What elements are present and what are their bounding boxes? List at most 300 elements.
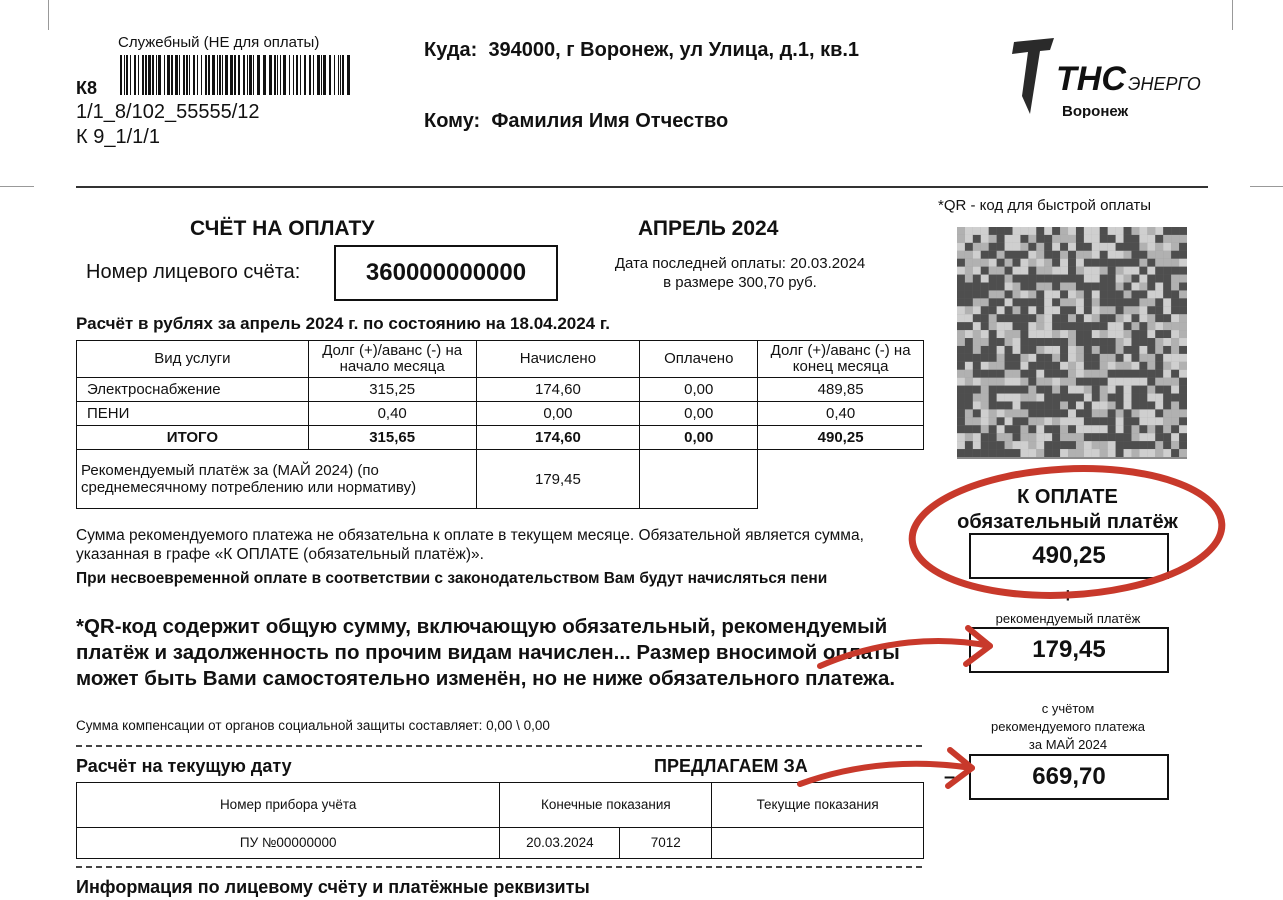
qr-module [1044,354,1052,362]
qr-module [1116,394,1124,402]
qr-module [1147,283,1155,291]
qr-module [1108,425,1116,433]
barcode-bar [130,55,131,95]
qr-module [973,267,981,275]
qr-code-note: *QR-код содержит общую сумму, включающую обязательный, рекомендуемый платёж и задолженность по прочим видам начислен... Размер вносимой оплаты может быть Вами самостоятельно изменён, но не ниже обязательного платежа. [76,615,900,690]
qr-module [1116,401,1124,409]
qr-module [1139,251,1147,259]
qr-module [1139,243,1147,251]
qr-module [1092,275,1100,283]
qr-module [1124,267,1132,275]
qr-module [1100,417,1108,425]
qr-module [1139,235,1147,243]
qr-module [1013,251,1021,259]
qr-module [1100,346,1108,354]
qr-module [1028,283,1036,291]
qr-module [1020,394,1028,402]
cell-reading-date: 20.03.2024 [500,828,620,859]
barcode-bar [120,55,122,95]
qr-module [1092,306,1100,314]
qr-module [1116,290,1124,298]
cell-debt-end: 489,85 [758,378,924,402]
qr-module [1171,378,1179,386]
qr-module [965,298,973,306]
qr-module [989,283,997,291]
qr-module [1084,370,1092,378]
qr-module [1108,394,1116,402]
qr-module [1171,370,1179,378]
barcode-bar [148,55,151,95]
qr-module [989,275,997,283]
qr-module [1179,433,1187,441]
qr-module [1068,298,1076,306]
qr-module [1124,330,1132,338]
qr-module [957,314,965,322]
qr-module [957,409,965,417]
qr-module [1013,378,1021,386]
qr-module [981,235,989,243]
qr-module [1163,441,1171,449]
qr-module [1163,235,1171,243]
qr-module [973,306,981,314]
qr-module [1155,409,1163,417]
qr-module [1013,386,1021,394]
qr-module [1131,251,1139,259]
qr-module [1092,227,1100,235]
qr-module [1044,338,1052,346]
qr-module [1052,449,1060,457]
qr-module [1092,441,1100,449]
qr-module [1124,441,1132,449]
qr-module [1005,401,1013,409]
qr-module [1131,243,1139,251]
qr-module [1092,338,1100,346]
qr-module [965,251,973,259]
qr-module [1020,409,1028,417]
header-divider [76,186,1208,188]
qr-module [1020,433,1028,441]
qr-module [1060,409,1068,417]
qr-module [1068,275,1076,283]
qr-module [1163,290,1171,298]
qr-module [1013,235,1021,243]
qr-module [1044,330,1052,338]
qr-module [1100,235,1108,243]
col-header-final-readings: Конечные показания [500,783,712,828]
qr-module [1020,314,1028,322]
qr-module [1131,401,1139,409]
qr-module [1028,259,1036,267]
qr-module [981,362,989,370]
qr-module [1147,401,1155,409]
qr-module [1163,275,1171,283]
qr-module [997,354,1005,362]
qr-module [957,227,965,235]
qr-module [1124,306,1132,314]
qr-module [973,290,981,298]
barcode-bar [124,55,125,95]
barcode [120,55,352,95]
qr-module [1131,314,1139,322]
table-row [77,828,924,859]
cell-debt-start: 315,25 [308,378,476,402]
qr-module [1124,386,1132,394]
barcode-bar [289,55,290,95]
qr-module [1155,290,1163,298]
cell-total-paid: 0,00 [640,426,758,450]
qr-module [1076,330,1084,338]
qr-module [1036,409,1044,417]
qr-module [997,275,1005,283]
qr-module [1028,346,1036,354]
qr-module [1131,338,1139,346]
qr-module [1100,378,1108,386]
qr-module [1036,290,1044,298]
qr-module [997,338,1005,346]
qr-module [1179,314,1187,322]
barcode-bar [189,55,190,95]
qr-module [1076,235,1084,243]
qr-module [981,386,989,394]
qr-module [1163,306,1171,314]
qr-module [1171,322,1179,330]
qr-module [1171,441,1179,449]
qr-module [1044,386,1052,394]
qr-module [1147,306,1155,314]
qr-module [1052,314,1060,322]
qr-module [973,362,981,370]
qr-module [1092,235,1100,243]
qr-module [1163,433,1171,441]
cell-debt-start: 0,40 [308,402,476,426]
cell-total-charged: 174,60 [476,426,640,450]
qr-module [965,378,973,386]
qr-module [1100,251,1108,259]
qr-module [989,441,997,449]
qr-module [1013,394,1021,402]
qr-module [1100,330,1108,338]
qr-module [1044,417,1052,425]
barcode-bar [338,55,339,95]
barcode-bar [217,55,218,95]
qr-module [1100,409,1108,417]
qr-module [1131,409,1139,417]
barcode-bar [234,55,236,95]
qr-module [1005,259,1013,267]
qr-module [1092,433,1100,441]
recommended-payment-value: 179,45 [476,450,640,509]
barcode-bar [249,55,252,95]
amount-due-title-line2: обязательный платёж [957,511,1178,533]
qr-module [1147,346,1155,354]
qr-module [1155,267,1163,275]
qr-module [1076,378,1084,386]
qr-module [1171,354,1179,362]
qr-module [1171,235,1179,243]
qr-module [1124,338,1132,346]
qr-module [973,259,981,267]
qr-module [1005,322,1013,330]
qr-module [1155,417,1163,425]
qr-module [1147,298,1155,306]
qr-module [1068,449,1076,457]
qr-module [1036,433,1044,441]
recommended-payment-note: Сумма рекомендуемого платежа не обязательна к оплате в текущем месяце. Обязательной является сумма, указанная в графе «К ОПЛАТЕ (обязательный платёж)». [76,527,864,563]
qr-module [1163,354,1171,362]
qr-module [1147,235,1155,243]
qr-module [1013,441,1021,449]
qr-module [1131,290,1139,298]
qr-module [1036,362,1044,370]
barcode-bar [186,55,188,95]
qr-module [1155,298,1163,306]
qr-module [1052,251,1060,259]
qr-module [1028,386,1036,394]
qr-module [965,314,973,322]
qr-module [1084,346,1092,354]
qr-module [957,449,965,457]
barcode-bar [247,55,248,95]
qr-module [1179,227,1187,235]
qr-module [1092,378,1100,386]
qr-module [1076,417,1084,425]
qr-module [981,346,989,354]
qr-module [1139,401,1147,409]
qr-module [1155,275,1163,283]
qr-module [981,243,989,251]
invoice-period: АПРЕЛЬ 2024 [638,217,779,240]
qr-module [1163,243,1171,251]
qr-module [1052,330,1060,338]
qr-module [1179,298,1187,306]
qr-module [973,378,981,386]
qr-module [965,346,973,354]
qr-module [1171,417,1179,425]
qr-module [1100,401,1108,409]
qr-module [1163,227,1171,235]
qr-module [1036,370,1044,378]
qr-module [1108,401,1116,409]
qr-module [1116,425,1124,433]
qr-module [965,275,973,283]
qr-module [981,306,989,314]
qr-module [1131,259,1139,267]
qr-module [1028,362,1036,370]
barcode-bar [269,55,272,95]
qr-module [1116,433,1124,441]
qr-module [1147,449,1155,457]
charges-table [76,340,924,509]
cell-charged: 174,60 [476,378,640,402]
qr-module [1020,298,1028,306]
qr-module [1179,283,1187,291]
qr-module [989,243,997,251]
cell-paid: 0,00 [640,402,758,426]
qr-module [1084,290,1092,298]
qr-module [1139,338,1147,346]
qr-module [1036,322,1044,330]
qr-module [1108,433,1116,441]
barcode-bar [296,55,298,95]
qr-module [1028,235,1036,243]
qr-module [981,370,989,378]
qr-module [973,251,981,259]
qr-module [965,243,973,251]
qr-module [997,330,1005,338]
qr-module [1028,409,1036,417]
qr-module [1092,322,1100,330]
qr-module [1116,283,1124,291]
qr-module [1076,338,1084,346]
qr-module [1179,441,1187,449]
qr-module [1044,298,1052,306]
qr-module [1131,354,1139,362]
qr-module [1068,314,1076,322]
qr-module [1052,227,1060,235]
qr-module [1068,346,1076,354]
qr-module [981,409,989,417]
calculation-heading: Расчёт в рублях за апрель 2024 г. по состоянию на 18.04.2024 г. [76,314,610,333]
qr-module [989,314,997,322]
qr-module [965,290,973,298]
qr-module [1036,354,1044,362]
barcode-bar [225,55,228,95]
qr-module [1052,354,1060,362]
qr-module [1052,370,1060,378]
cell-charged: 0,00 [476,402,640,426]
qr-module [997,370,1005,378]
qr-module [1147,267,1155,275]
qr-module [1068,394,1076,402]
qr-module [1147,417,1155,425]
qr-module [1092,243,1100,251]
qr-module [997,346,1005,354]
qr-module [1068,370,1076,378]
qr-module [957,370,965,378]
qr-module [997,394,1005,402]
qr-module [1084,306,1092,314]
barcode-bar [243,55,245,95]
qr-module [1005,267,1013,275]
barcode-bar [280,55,281,95]
qr-module [1124,243,1132,251]
qr-module [997,401,1005,409]
qr-module [1092,298,1100,306]
qr-module [1068,378,1076,386]
qr-module [1147,425,1155,433]
qr-module [1036,259,1044,267]
qr-module [973,275,981,283]
qr-module [1044,235,1052,243]
dash-sign: – [944,766,956,788]
qr-module [1139,378,1147,386]
qr-module [965,441,973,449]
qr-module [1028,417,1036,425]
barcode-bar [342,55,344,95]
qr-module [1084,235,1092,243]
col-header-current-readings: Текущие показания [712,783,924,828]
last-payment-amount: в размере 300,70 руб. [663,274,817,291]
qr-module [1060,441,1068,449]
qr-module [1092,314,1100,322]
qr-module [989,227,997,235]
qr-module [965,306,973,314]
qr-module [1084,251,1092,259]
qr-module [1171,259,1179,267]
qr-module [1131,386,1139,394]
qr-module [1179,378,1187,386]
qr-module [1076,298,1084,306]
qr-module [1092,370,1100,378]
qr-module [1092,283,1100,291]
qr-module [965,401,973,409]
qr-module [1163,259,1171,267]
qr-module [1084,338,1092,346]
qr-module [1060,330,1068,338]
qr-module [1163,330,1171,338]
mandatory-payment-box: 490,25 [969,533,1169,579]
qr-module [1013,243,1021,251]
qr-module [1052,338,1060,346]
qr-module [1028,378,1036,386]
qr-module [1076,441,1084,449]
qr-module [1060,290,1068,298]
qr-module [1020,386,1028,394]
qr-module [1036,338,1044,346]
qr-module [1036,394,1044,402]
qr-module [965,330,973,338]
qr-module [1060,425,1068,433]
qr-module [1139,283,1147,291]
qr-module [1044,227,1052,235]
qr-module [1044,322,1052,330]
qr-module [965,394,973,402]
qr-module [1060,449,1068,457]
barcode-bar [263,55,266,95]
qr-module [1131,394,1139,402]
qr-module [1155,243,1163,251]
logo-city-text: Воронеж [1062,103,1129,118]
qr-module [1147,338,1155,346]
qr-module [981,251,989,259]
barcode-bar [158,55,161,95]
total-caption-line3: за МАЙ 2024 [1028,737,1108,752]
logo-mark-icon [1012,38,1054,114]
qr-module [1179,235,1187,243]
qr-module [1084,394,1092,402]
qr-module [957,346,965,354]
qr-module [1116,409,1124,417]
qr-module [965,322,973,330]
qr-module [989,290,997,298]
qr-module [1028,338,1036,346]
qr-module [1044,362,1052,370]
qr-module [1116,298,1124,306]
qr-module [1060,298,1068,306]
qr-module [1171,386,1179,394]
qr-module [997,322,1005,330]
qr-module [1076,267,1084,275]
barcode-bar [193,55,195,95]
qr-module [1124,394,1132,402]
qr-module [1060,362,1068,370]
company-logo [1010,36,1210,118]
qr-module [1163,298,1171,306]
qr-module [1076,243,1084,251]
code-line-2: К 9_1/1/1 [76,126,160,148]
qr-module [1028,243,1036,251]
qr-module [1005,243,1013,251]
